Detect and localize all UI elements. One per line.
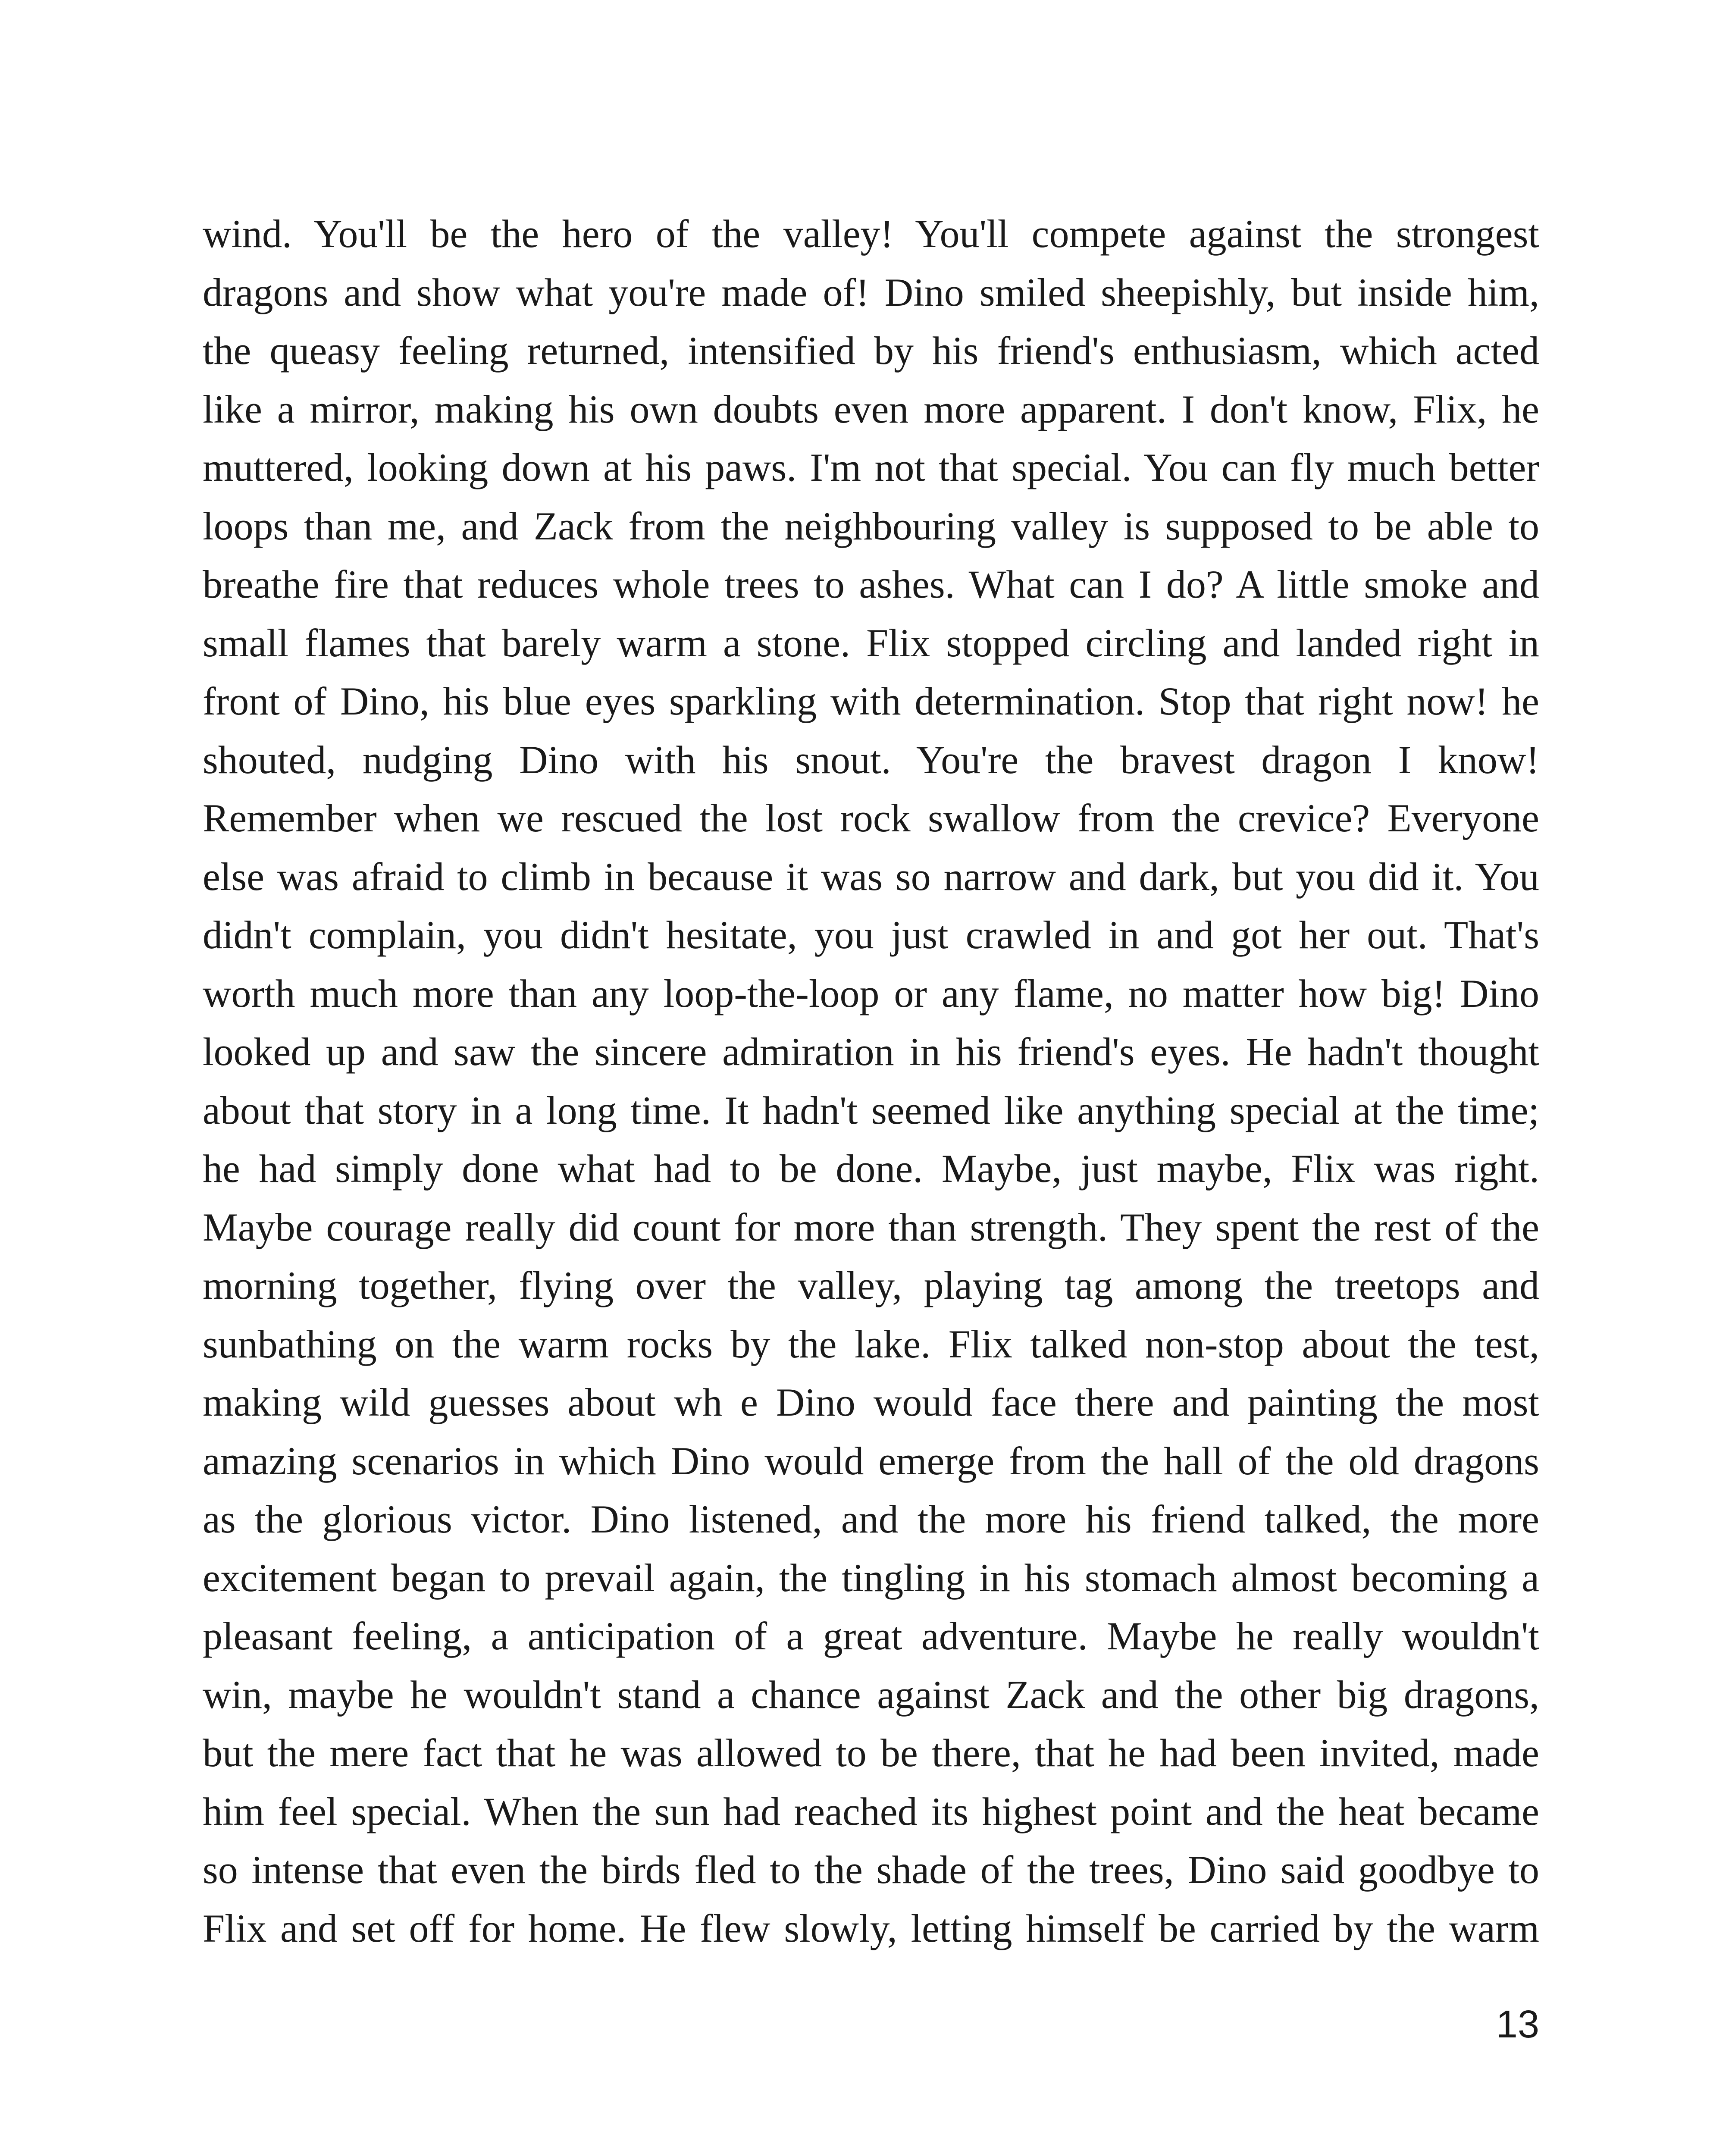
text-line: so intense that even the birds fled to the shade of the trees, Dino said goodbye to [203,1848,1539,1892]
text-line: pleasant feeling, a anticipation of a great adventure. Maybe he really wouldn't [203,1614,1539,1658]
text-line: Remember when we rescued the lost rock swallow from the crevice? Everyone [203,796,1539,840]
text-line: didn't complain, you didn't hesitate, you just crawled in and got her out. That's [203,913,1539,957]
text-line: him feel special. When the sun had reached its highest point and the heat became [203,1789,1539,1833]
text-line: muttered, looking down at his paws. I'm not that special. You can fly much better [203,445,1539,489]
text-line: front of Dino, his blue eyes sparkling with determination. Stop that right now! he [203,679,1539,723]
text-line: sunbathing on the warm rocks by the lake. Flix talked non-stop about the test, [203,1322,1539,1366]
text-line: he had simply done what had to be done. Maybe, just maybe, Flix was right. [203,1147,1539,1191]
text-line: but the mere fact that he was allowed to be there, that he had been invited, made [203,1731,1539,1775]
text-line: making wild guesses about wh e Dino would face there and painting the most [203,1380,1539,1424]
text-line: breathe fire that reduces whole trees to ashes. What can I do? A little smoke and [203,562,1539,606]
text-line: the queasy feeling returned, intensified by his friend's enthusiasm, which acted [203,329,1539,373]
text-line: like a mirror, making his own doubts even more apparent. I don't know, Flix, he [203,387,1539,431]
text-line: wind. You'll be the hero of the valley! You'll compete against the strongest [203,212,1539,256]
text-line: shouted, nudging Dino with his snout. You're the bravest dragon I know! [203,737,1539,782]
text-line: else was afraid to climb in because it was so narrow and dark, but you did it. You [203,854,1539,899]
text-line: excitement began to prevail again, the tingling in his stomach almost becoming a [203,1555,1539,1600]
text-line: Flix and set off for home. He flew slowly, letting himself be carried by the warm [203,1906,1539,1950]
text-line: about that story in a long time. It hadn't seemed like anything special at the time; [203,1088,1539,1132]
text-line: win, maybe he wouldn't stand a chance against Zack and the other big dragons, [203,1672,1539,1717]
text-line: as the glorious victor. Dino listened, and the more his friend talked, the more [203,1497,1539,1541]
text-line: loops than me, and Zack from the neighbouring valley is supposed to be able to [203,504,1539,548]
text-line: small flames that barely warm a stone. Flix stopped circling and landed right in [203,620,1539,665]
text-line: looked up and saw the sincere admiration in his friend's eyes. He hadn't thought [203,1030,1539,1074]
body-text [203,205,1539,1958]
text-line: dragons and show what you're made of! Dino smiled sheepishly, but inside him, [203,270,1539,314]
text-line: amazing scenarios in which Dino would emerge from the hall of the old dragons [203,1438,1539,1483]
text-line: Maybe courage really did count for more than strength. They spent the rest of the [203,1205,1539,1249]
text-line: morning together, flying over the valley, playing tag among the treetops and [203,1263,1539,1307]
page-number: 13 [1496,2003,1539,2046]
text-line: worth much more than any loop-the-loop or any flame, no matter how big! Dino [203,971,1539,1015]
